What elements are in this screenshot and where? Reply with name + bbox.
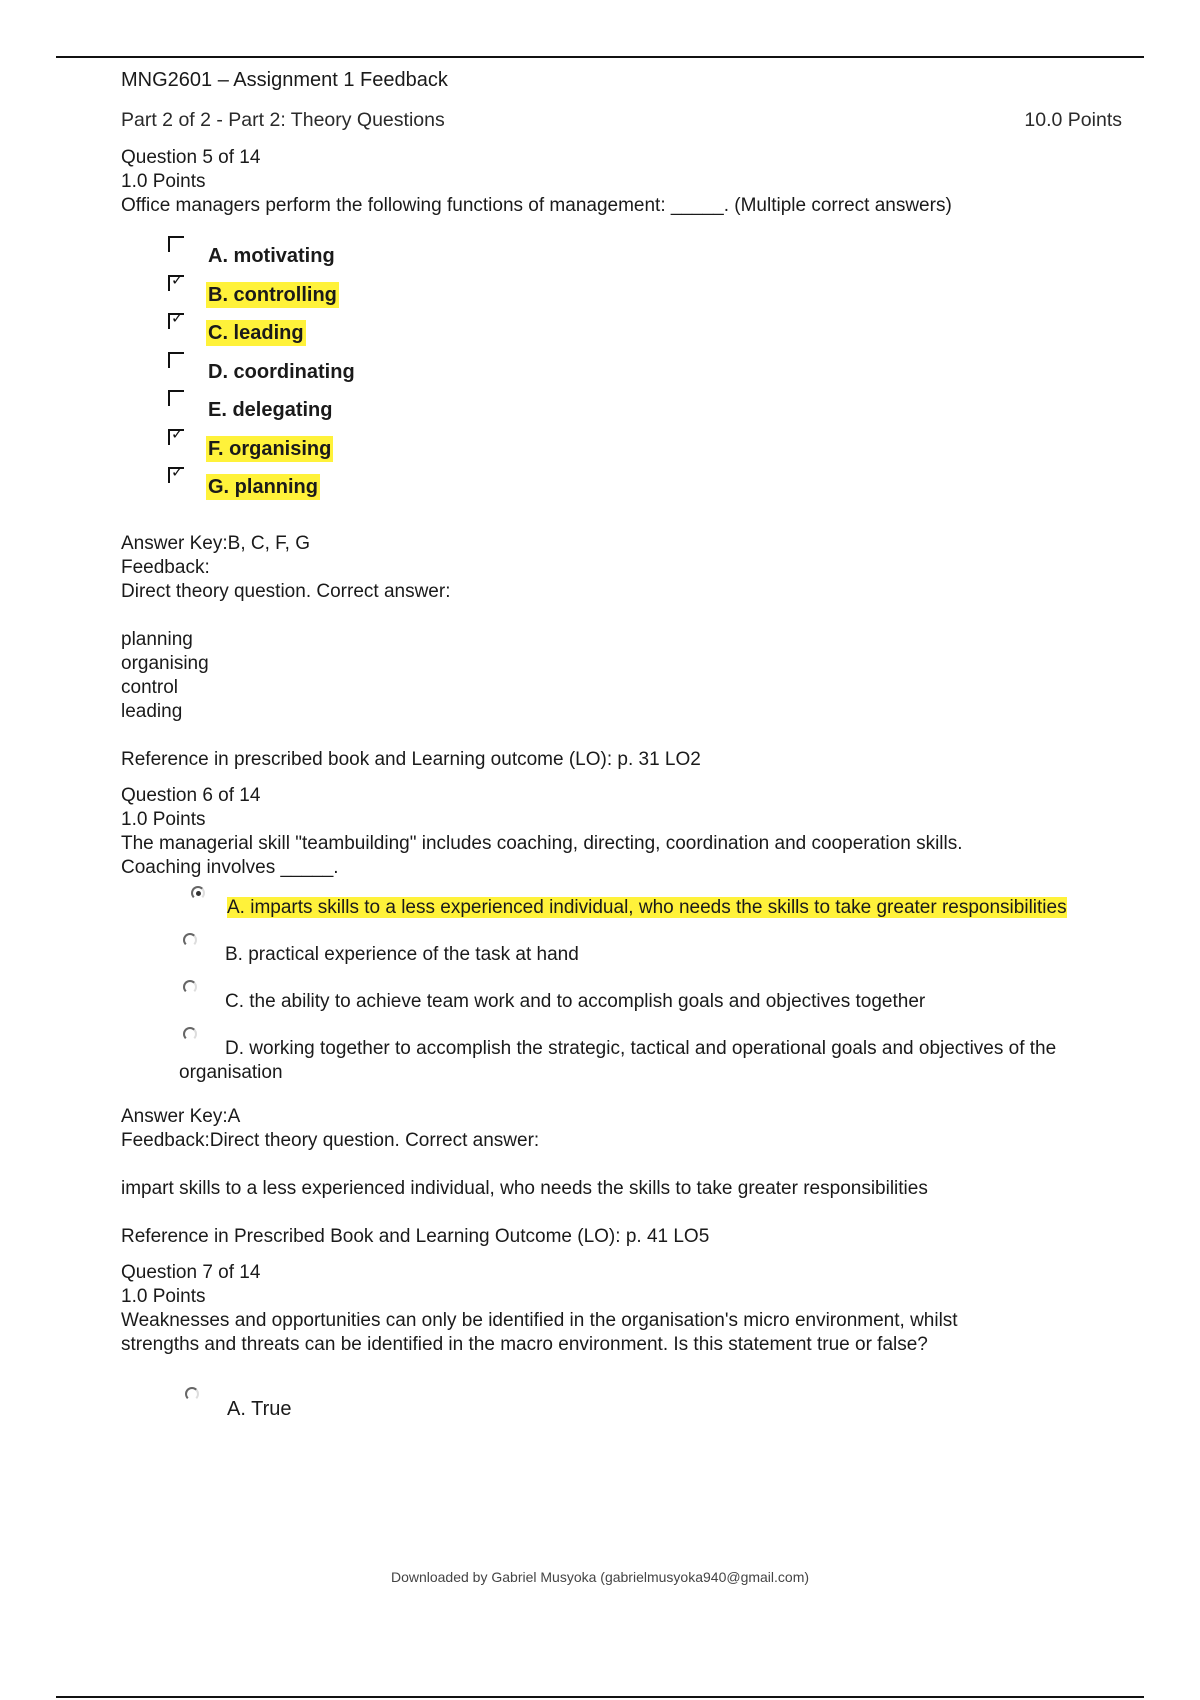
question-number: Question 7 of 14 <box>121 1261 261 1283</box>
reference: Reference in Prescribed Book and Learning Outcome (LO): p. 41 LO5 <box>121 1225 710 1247</box>
option-a[interactable] <box>189 886 1121 920</box>
option-label: A. motivating <box>208 245 335 267</box>
option-label-highlighted: F. organising <box>208 437 332 460</box>
checkmark-icon: ✓ <box>171 310 184 327</box>
option-d[interactable] <box>168 352 1121 391</box>
option-label: A. True <box>227 1397 292 1420</box>
radio-unselected[interactable] <box>183 980 197 994</box>
document-body <box>121 68 1121 1434</box>
correct-item: control <box>121 676 179 698</box>
download-footer: Downloaded by Gabriel Musyoka (gabrielmusyoka940@gmail.com) <box>390 1569 810 1585</box>
checkmark-icon: ✓ <box>171 464 184 481</box>
question-points: 1.0 Points <box>121 808 206 830</box>
option-a[interactable] <box>183 1387 1121 1421</box>
option-label-highlighted: G. planning <box>208 476 318 498</box>
option-g[interactable] <box>168 464 1121 506</box>
question-7 <box>121 1261 1121 1421</box>
top-rule <box>56 56 1144 58</box>
part-header <box>121 108 1121 132</box>
q6-options <box>181 886 1121 1085</box>
correct-answer: impart skills to a less experienced individual, who needs the skills to take greater responsibilities <box>121 1177 928 1199</box>
checkbox-checked[interactable] <box>168 271 184 291</box>
option-a[interactable] <box>168 236 1121 275</box>
option-b[interactable] <box>181 933 1121 967</box>
option-e[interactable] <box>168 390 1121 429</box>
question-points: 1.0 Points <box>121 1285 206 1307</box>
question-6 <box>121 784 1121 1249</box>
option-f[interactable] <box>168 425 1121 468</box>
checkbox-checked[interactable] <box>168 464 184 483</box>
option-label: C. the ability to achieve team work and to accomplish goals and objectives together <box>225 990 926 1012</box>
q5-options <box>168 236 1121 506</box>
option-d[interactable] <box>181 1027 1121 1085</box>
radio-dot <box>196 891 201 896</box>
checkmark-icon: ✓ <box>171 271 184 289</box>
part-title: Part 2 of 2 - Part 2: Theory Questions <box>121 109 445 131</box>
option-label-highlighted: C. leading <box>208 322 304 344</box>
correct-item: leading <box>121 700 183 722</box>
checkbox-unchecked[interactable] <box>168 390 184 406</box>
question-text: Office managers perform the following functions of management: _____. (Multiple correct answers) <box>121 195 952 216</box>
option-c[interactable] <box>168 310 1121 352</box>
question-text-line-2: strengths and threats can be identified in the macro environment. Is this statement true or false? <box>121 1333 928 1355</box>
checkbox-checked[interactable] <box>168 425 184 445</box>
option-label-highlighted: B. controlling <box>208 283 337 306</box>
option-label: D. working together to accomplish the strategic, tactical and operational goals and objectives of the organisation <box>179 1037 1057 1083</box>
option-label-highlighted: A. imparts skills to a less experienced individual, who needs the skills to take greater responsibilities <box>227 896 1067 918</box>
radio-unselected[interactable] <box>185 1387 199 1401</box>
bottom-rule <box>56 1696 1144 1698</box>
checkbox-checked[interactable] <box>168 310 184 329</box>
feedback-label: Feedback: <box>121 556 210 578</box>
question-number: Question 6 of 14 <box>121 784 261 806</box>
option-b[interactable] <box>168 271 1121 314</box>
correct-item: organising <box>121 652 209 674</box>
option-label: D. coordinating <box>208 360 355 383</box>
question-text-line-1: Weaknesses and opportunities can only be identified in the organisation's micro environment, whilst <box>121 1309 958 1331</box>
radio-selected[interactable] <box>191 886 205 900</box>
part-points: 10.0 Points <box>1024 109 1122 131</box>
question-text-line-2: Coaching involves _____. <box>121 856 339 878</box>
option-c[interactable] <box>181 980 1121 1014</box>
course-title: MNG2601 – Assignment 1 Feedback <box>121 69 448 91</box>
answer-key: Answer Key:A <box>121 1105 241 1127</box>
question-number: Question 5 of 14 <box>121 147 261 168</box>
q7-options <box>183 1387 1121 1421</box>
radio-unselected[interactable] <box>183 1027 197 1041</box>
option-label: E. delegating <box>208 399 333 421</box>
question-text-line-1: The managerial skill "teambuilding" includes coaching, directing, coordination and cooperation skills. <box>121 832 963 854</box>
checkbox-unchecked[interactable] <box>168 236 184 252</box>
checkmark-icon: ✓ <box>171 425 184 443</box>
feedback: Feedback:Direct theory question. Correct answer: <box>121 1129 540 1151</box>
correct-item: planning <box>121 628 193 650</box>
reference: Reference in prescribed book and Learning outcome (LO): p. 31 LO2 <box>121 748 701 770</box>
answer-key: Answer Key:B, C, F, G <box>121 532 310 554</box>
radio-unselected[interactable] <box>183 933 197 947</box>
feedback-text: Direct theory question. Correct answer: <box>121 580 451 602</box>
option-label: B. practical experience of the task at hand <box>225 943 579 965</box>
question-points: 1.0 Points <box>121 171 206 192</box>
checkbox-unchecked[interactable] <box>168 352 184 368</box>
question-5 <box>121 146 1121 772</box>
